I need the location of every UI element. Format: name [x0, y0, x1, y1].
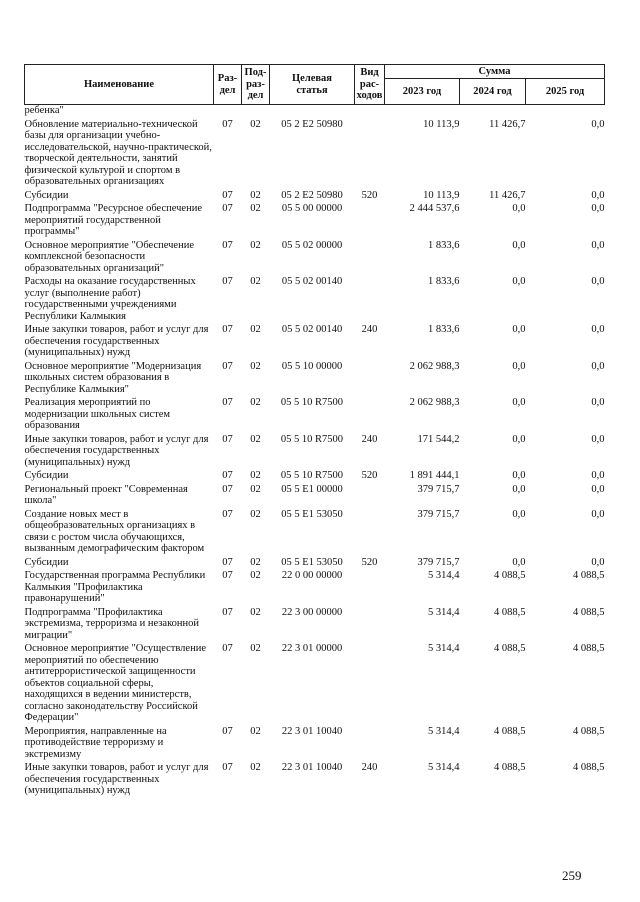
row-vid: 240 — [361, 324, 378, 335]
table-row — [25, 359, 605, 396]
header-summa: Сумма — [385, 65, 605, 79]
row-podrazdel: 02 — [250, 189, 261, 201]
header-vid: Вид рас- ходов — [355, 65, 385, 105]
header-2024: 2024 год — [460, 79, 526, 105]
row-target: 22 3 01 00000 — [281, 643, 343, 654]
row-target: 05 5 10 00000 — [281, 360, 343, 372]
row-podrazdel: 02 — [250, 606, 261, 618]
table-row — [25, 468, 605, 482]
row-razdel: 07 — [222, 762, 233, 773]
header-razdel: Раз- дел — [214, 65, 242, 105]
row-2024: 0,0 — [512, 556, 526, 568]
row-2023: 379 715,7 — [417, 508, 460, 520]
row-name: Основное мероприятие "Осуществление мероприятий по обеспечению антитеррористической защищенности объектов социальной сферы, находящихся в ведении министерств, согласно законодательству Российской Федерации" — [24, 643, 206, 723]
row-2024 — [460, 105, 526, 117]
row-podrazdel: 02 — [250, 397, 261, 408]
row-name: Иные закупки товаров, работ и услуг для обеспечения государственных (муниципальных) нужд — [24, 433, 209, 468]
row-razdel: 07 — [222, 725, 233, 737]
row-podrazdel: 02 — [250, 324, 261, 335]
row-2024: 0,0 — [512, 433, 526, 445]
row-podrazdel — [242, 105, 270, 117]
row-vid — [355, 274, 385, 322]
row-2025: 0,0 — [591, 239, 605, 251]
table-row — [25, 641, 605, 724]
row-2023: 5 314,4 — [428, 643, 460, 654]
row-razdel: 07 — [222, 433, 233, 445]
row-podrazdel: 02 — [250, 470, 261, 481]
row-razdel: 07 — [222, 324, 233, 335]
row-2024: 4 088,5 — [494, 762, 526, 773]
row-vid — [355, 238, 385, 275]
row-2025: 4 088,5 — [573, 643, 605, 654]
row-target: 05 5 E1 00000 — [281, 483, 343, 495]
row-2025: 0,0 — [591, 118, 605, 130]
row-name: Обновление материально-технической базы для организации учебно-исследовательской, научно-практической, творческой деятельности, занятий физической культурой и спортом в образовательных организациях — [24, 118, 212, 187]
row-name: Субсидии — [24, 470, 69, 481]
table-row — [25, 117, 605, 188]
row-2023: 379 715,7 — [417, 483, 460, 495]
row-podrazdel: 02 — [250, 508, 261, 520]
row-target: 22 3 00 00000 — [281, 606, 343, 618]
row-2024: 0,0 — [512, 360, 526, 372]
table-row — [25, 322, 605, 359]
row-razdel: 07 — [222, 203, 233, 214]
row-name: Расходы на оказание государственных услуг (выполнение работ) государственными учреждениями Республики Калмыкия — [24, 276, 196, 322]
table-row — [25, 760, 605, 797]
row-vid — [355, 482, 385, 507]
row-2025: 0,0 — [591, 470, 605, 481]
row-2023: 1 833,6 — [428, 276, 460, 287]
row-2023: 5 314,4 — [428, 570, 460, 581]
row-vid: 240 — [361, 762, 378, 773]
row-target: 05 5 10 R7500 — [280, 397, 344, 408]
row-name: Мероприятия, направленные на противодействие терроризму и экстремизму — [24, 725, 167, 760]
row-2024: 0,0 — [512, 203, 526, 214]
row-podrazdel: 02 — [250, 570, 261, 581]
row-razdel: 07 — [222, 189, 233, 201]
row-2023: 5 314,4 — [428, 762, 460, 773]
row-target: 05 5 02 00000 — [281, 239, 343, 251]
row-razdel: 07 — [222, 643, 233, 654]
row-2023: 2 444 537,6 — [409, 203, 460, 214]
row-2023: 379 715,7 — [417, 556, 460, 568]
row-razdel — [214, 105, 242, 117]
row-2023: 10 113,9 — [423, 189, 460, 201]
row-2025 — [526, 105, 605, 117]
row-podrazdel: 02 — [250, 118, 261, 130]
row-name: Создание новых мест в общеобразовательных организациях в связи с ростом числа обучающихся, вызванным демографическим фактором — [24, 508, 205, 554]
row-target — [270, 105, 355, 117]
row-2023: 2 062 988,3 — [409, 397, 460, 408]
row-target: 05 5 02 00140 — [281, 324, 343, 335]
row-2024: 0,0 — [512, 276, 526, 287]
row-2025: 0,0 — [591, 508, 605, 520]
row-2025: 0,0 — [591, 360, 605, 372]
row-name: Основное мероприятие "Обеспечение комплексной безопасности образовательных организаций" — [24, 239, 194, 274]
row-razdel: 07 — [222, 397, 233, 408]
row-target: 22 0 00 00000 — [281, 570, 343, 581]
row-podrazdel: 02 — [250, 725, 261, 737]
row-razdel: 07 — [222, 606, 233, 618]
row-target: 05 5 E1 53050 — [281, 556, 343, 568]
table-row — [25, 724, 605, 761]
row-2025: 0,0 — [591, 203, 605, 214]
row-2023: 1 833,6 — [428, 239, 460, 251]
row-2025: 0,0 — [591, 483, 605, 495]
row-2024: 0,0 — [512, 239, 526, 251]
row-razdel: 07 — [222, 118, 233, 130]
table-row — [25, 605, 605, 642]
row-2025: 4 088,5 — [573, 570, 605, 581]
table-header — [25, 65, 605, 105]
row-name: Подпрограмма "Профилактика экстремизма, терроризма и незаконной миграции" — [24, 606, 199, 641]
table-row — [25, 201, 605, 238]
row-2023: 171 544,2 — [417, 433, 460, 445]
row-vid: 520 — [361, 189, 378, 201]
row-2023 — [385, 105, 460, 117]
table-row — [25, 238, 605, 275]
row-target: 05 5 02 00140 — [281, 276, 343, 287]
row-2024: 4 088,5 — [494, 606, 526, 618]
header-name: Наименование — [25, 65, 214, 105]
row-name: Региональный проект "Современная школа" — [24, 483, 188, 506]
row-2024: 0,0 — [512, 397, 526, 408]
row-2024: 4 088,5 — [494, 725, 526, 737]
row-podrazdel: 02 — [250, 360, 261, 372]
row-2025: 0,0 — [591, 556, 605, 568]
row-vid: 520 — [361, 470, 378, 481]
row-vid — [355, 641, 385, 724]
header-podrazdel: Под- раз- дел — [242, 65, 270, 105]
row-target: 05 2 E2 50980 — [281, 118, 343, 130]
table-row — [25, 432, 605, 469]
row-name: Иные закупки товаров, работ и услуг для обеспечения государственных (муниципальных) нужд — [24, 762, 209, 796]
table-row — [25, 568, 605, 605]
row-2025: 4 088,5 — [573, 725, 605, 737]
row-target: 05 5 10 R7500 — [280, 433, 344, 445]
row-name: Иные закупки товаров, работ и услуг для обеспечения государственных (муниципальных) нужд — [24, 324, 209, 358]
row-2024: 0,0 — [512, 470, 526, 481]
row-razdel: 07 — [222, 508, 233, 520]
row-podrazdel: 02 — [250, 239, 261, 251]
row-2025: 0,0 — [591, 324, 605, 335]
row-name: Основное мероприятие "Модернизация школьных систем образования в Республике Калмыкия" — [24, 360, 202, 395]
page-number: 259 — [562, 868, 582, 883]
row-2023: 1 891 444,1 — [409, 470, 460, 481]
row-target: 22 3 01 10040 — [281, 762, 343, 773]
table-row — [25, 188, 605, 202]
row-podrazdel: 02 — [250, 556, 261, 568]
row-razdel: 07 — [222, 470, 233, 481]
row-2024: 0,0 — [512, 324, 526, 335]
row-2023: 1 833,6 — [428, 324, 460, 335]
row-name: Субсидии — [24, 189, 69, 201]
row-razdel: 07 — [222, 570, 233, 581]
row-podrazdel: 02 — [250, 762, 261, 773]
row-vid — [355, 605, 385, 642]
row-2023: 5 314,4 — [428, 725, 460, 737]
row-vid — [355, 117, 385, 188]
header-2025: 2025 год — [526, 79, 605, 105]
row-name: ребенка" — [24, 105, 64, 116]
row-2025: 0,0 — [591, 189, 605, 201]
row-2023: 10 113,9 — [423, 118, 460, 130]
table-row — [25, 274, 605, 322]
table-row — [25, 555, 605, 569]
row-target: 05 5 E1 53050 — [281, 508, 343, 520]
table-row — [25, 482, 605, 507]
row-vid — [355, 105, 385, 117]
row-name: Реализация мероприятий по модернизации школьных систем образования — [24, 397, 171, 431]
row-target: 05 5 00 00000 — [281, 203, 343, 214]
table-row — [25, 507, 605, 555]
row-vid — [355, 568, 385, 605]
row-target: 22 3 01 10040 — [281, 725, 343, 737]
row-2023: 5 314,4 — [428, 606, 460, 618]
table-body — [25, 105, 605, 797]
row-podrazdel: 02 — [250, 276, 261, 287]
table-row — [25, 105, 605, 117]
row-razdel: 07 — [222, 360, 233, 372]
row-name: Субсидии — [24, 556, 69, 568]
row-2024: 4 088,5 — [494, 643, 526, 654]
row-2023: 2 062 988,3 — [409, 360, 460, 372]
header-2023: 2023 год — [385, 79, 460, 105]
row-2024: 0,0 — [512, 483, 526, 495]
row-name: Подпрограмма "Ресурсное обеспечение мероприятий государственной программы" — [24, 203, 202, 237]
row-2025: 0,0 — [591, 433, 605, 445]
row-podrazdel: 02 — [250, 433, 261, 445]
row-2025: 0,0 — [591, 276, 605, 287]
row-razdel: 07 — [222, 556, 233, 568]
row-podrazdel: 02 — [250, 203, 261, 214]
row-razdel: 07 — [222, 483, 233, 495]
row-vid: 520 — [361, 556, 378, 568]
row-vid — [355, 359, 385, 396]
row-target: 05 2 E2 50980 — [281, 189, 343, 201]
row-vid — [355, 507, 385, 555]
row-2025: 4 088,5 — [573, 762, 605, 773]
row-2024: 4 088,5 — [494, 570, 526, 581]
budget-table — [24, 64, 605, 797]
row-vid — [355, 201, 385, 238]
row-2024: 0,0 — [512, 508, 526, 520]
row-target: 05 5 10 R7500 — [280, 470, 344, 481]
row-2024: 11 426,7 — [489, 118, 526, 130]
row-podrazdel: 02 — [250, 643, 261, 654]
row-vid — [355, 395, 385, 432]
row-vid: 240 — [361, 433, 378, 445]
header-target: Целевая статья — [270, 65, 355, 105]
row-2025: 0,0 — [591, 397, 605, 408]
row-razdel: 07 — [222, 239, 233, 251]
row-name: Государственная программа Республики Калмыкия "Профилактика правонарушений" — [24, 570, 206, 604]
row-razdel: 07 — [222, 276, 233, 287]
row-2025: 4 088,5 — [573, 606, 605, 618]
row-vid — [355, 724, 385, 761]
row-podrazdel: 02 — [250, 483, 261, 495]
row-2024: 11 426,7 — [489, 189, 526, 201]
table-row — [25, 395, 605, 432]
